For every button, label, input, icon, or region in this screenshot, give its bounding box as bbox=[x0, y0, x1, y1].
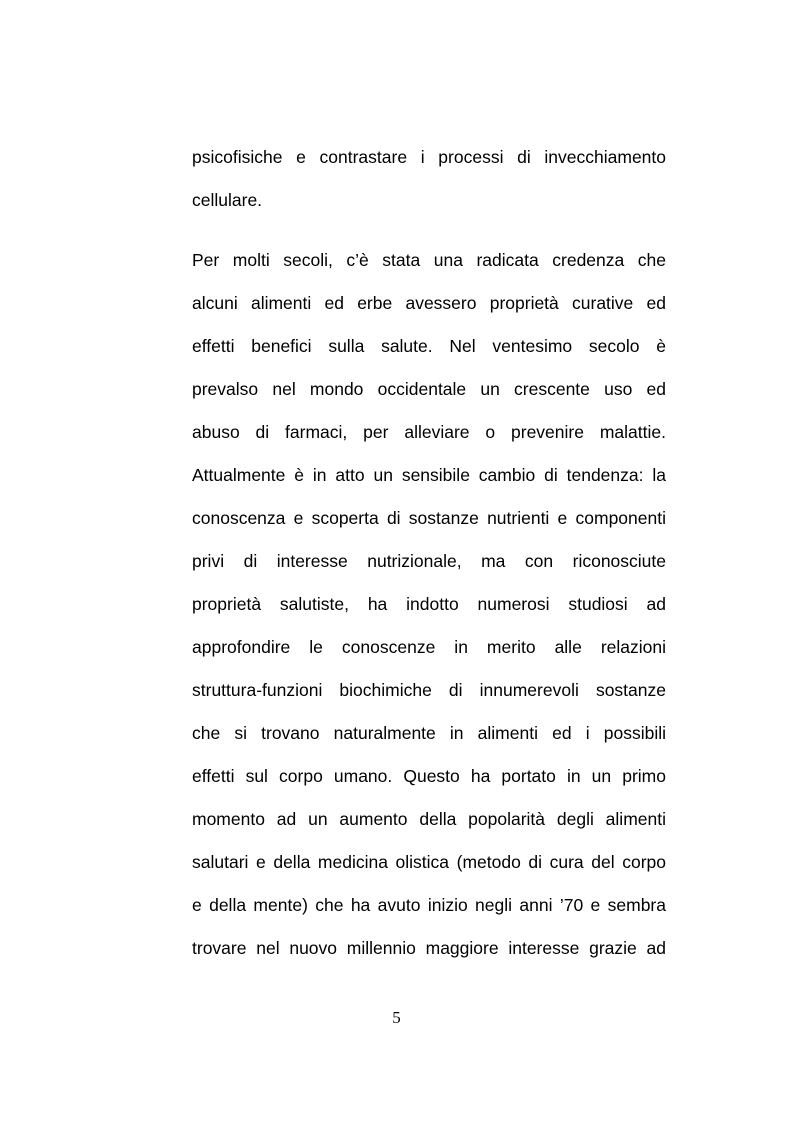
paragraph-line: privi di interesse nutrizionale, ma con riconosciute bbox=[192, 551, 666, 571]
paragraph-line: salutari e della medicina olistica (metodo di cura del corpo bbox=[192, 852, 666, 872]
paragraph-continued bbox=[192, 136, 666, 222]
paragraph-main bbox=[192, 239, 666, 970]
paragraph-line: alcuni alimenti ed erbe avessero proprietà curative ed bbox=[192, 293, 666, 313]
paragraph-line: Attualmente è in atto un sensibile cambio di tendenza: la bbox=[192, 465, 666, 485]
paragraph-line: proprietà salutiste, ha indotto numerosi studiosi ad bbox=[192, 594, 666, 614]
paragraph-line: psicofisiche e contrastare i processi di invecchiamento bbox=[192, 147, 666, 167]
paragraph-line: effetti benefici sulla salute. Nel ventesimo secolo è bbox=[192, 336, 666, 356]
paragraph-line: Per molti secoli, c’è stata una radicata credenza che bbox=[192, 250, 666, 270]
paragraph-line: prevalso nel mondo occidentale un crescente uso ed bbox=[192, 379, 666, 399]
paragraph-line: trovare nel nuovo millennio maggiore interesse grazie ad bbox=[192, 938, 666, 958]
paragraph-line: momento ad un aumento della popolarità degli alimenti bbox=[192, 809, 666, 829]
paragraph-line: cellulare. bbox=[192, 190, 263, 210]
paragraph-line: e della mente) che ha avuto inizio negli anni ’70 e sembra bbox=[192, 895, 666, 915]
page-number: 5 bbox=[392, 1008, 401, 1027]
paragraph-line: abuso di farmaci, per alleviare o prevenire malattie. bbox=[192, 422, 666, 442]
paragraph-line: effetti sul corpo umano. Questo ha portato in un primo bbox=[192, 766, 666, 786]
paragraph-line: che si trovano naturalmente in alimenti ed i possibili bbox=[192, 723, 666, 743]
paragraph-line: struttura-funzioni biochimiche di innumerevoli sostanze bbox=[192, 680, 666, 700]
paragraph-line: conoscenza e scoperta di sostanze nutrienti e componenti bbox=[192, 508, 666, 528]
paragraph-line: approfondire le conoscenze in merito alle relazioni bbox=[192, 637, 666, 657]
